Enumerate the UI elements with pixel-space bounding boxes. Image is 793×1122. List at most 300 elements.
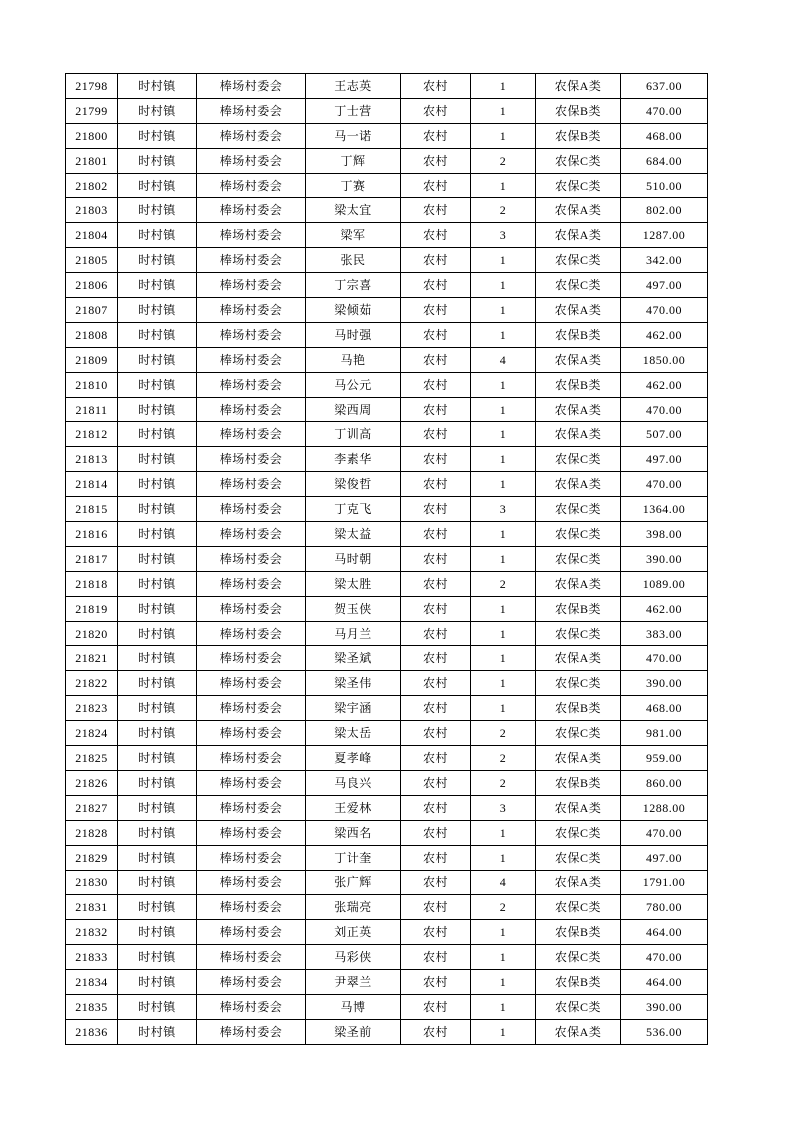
table-cell-amount: 470.00 — [621, 945, 708, 970]
table-cell-category: 农保A类 — [536, 795, 621, 820]
table-cell-type: 农村 — [401, 198, 471, 223]
table-cell-amount: 684.00 — [621, 148, 708, 173]
table-cell-town: 时村镇 — [118, 123, 197, 148]
table-cell-id: 21806 — [66, 273, 118, 298]
table-cell-type: 农村 — [401, 223, 471, 248]
table-cell-village: 棒场村委会 — [197, 770, 306, 795]
table-cell-town: 时村镇 — [118, 223, 197, 248]
table-row — [66, 422, 708, 447]
table-cell-count: 1 — [471, 1019, 536, 1044]
table-row — [66, 148, 708, 173]
table-cell-name: 梁俊哲 — [306, 472, 401, 497]
table-cell-village: 棒场村委会 — [197, 1019, 306, 1044]
table-cell-type: 农村 — [401, 347, 471, 372]
table-body — [66, 74, 708, 1045]
table-cell-id: 21801 — [66, 148, 118, 173]
table-cell-category: 农保A类 — [536, 397, 621, 422]
table-cell-type: 农村 — [401, 820, 471, 845]
table-cell-village: 棒场村委会 — [197, 845, 306, 870]
table-row — [66, 123, 708, 148]
table-row — [66, 845, 708, 870]
table-cell-amount: 497.00 — [621, 447, 708, 472]
table-cell-category: 农保C类 — [536, 820, 621, 845]
table-cell-type: 农村 — [401, 74, 471, 99]
table-cell-town: 时村镇 — [118, 596, 197, 621]
table-row — [66, 721, 708, 746]
table-cell-category: 农保B类 — [536, 920, 621, 945]
table-cell-id: 21818 — [66, 571, 118, 596]
table-cell-name: 马月兰 — [306, 621, 401, 646]
table-cell-town: 时村镇 — [118, 422, 197, 447]
table-cell-count: 1 — [471, 920, 536, 945]
table-cell-count: 1 — [471, 696, 536, 721]
table-cell-amount: 464.00 — [621, 920, 708, 945]
table-cell-name: 王志英 — [306, 74, 401, 99]
table-cell-count: 2 — [471, 895, 536, 920]
table-cell-name: 张广辉 — [306, 870, 401, 895]
table-cell-name: 尹翠兰 — [306, 970, 401, 995]
table-cell-village: 棒场村委会 — [197, 347, 306, 372]
table-cell-village: 棒场村委会 — [197, 522, 306, 547]
table-cell-count: 1 — [471, 621, 536, 646]
table-cell-category: 农保C类 — [536, 945, 621, 970]
table-cell-category: 农保C类 — [536, 148, 621, 173]
table-cell-amount: 510.00 — [621, 173, 708, 198]
table-row — [66, 696, 708, 721]
table-cell-town: 时村镇 — [118, 372, 197, 397]
table-cell-type: 农村 — [401, 447, 471, 472]
table-cell-category: 农保C类 — [536, 497, 621, 522]
table-cell-amount: 470.00 — [621, 397, 708, 422]
table-cell-village: 棒场村委会 — [197, 746, 306, 771]
table-cell-village: 棒场村委会 — [197, 621, 306, 646]
table-cell-type: 农村 — [401, 596, 471, 621]
table-cell-type: 农村 — [401, 994, 471, 1019]
table-cell-type: 农村 — [401, 372, 471, 397]
table-cell-id: 21827 — [66, 795, 118, 820]
table-cell-category: 农保A类 — [536, 646, 621, 671]
table-row — [66, 671, 708, 696]
table-row — [66, 372, 708, 397]
table-cell-town: 时村镇 — [118, 397, 197, 422]
table-cell-id: 21833 — [66, 945, 118, 970]
table-row — [66, 945, 708, 970]
table-cell-amount: 536.00 — [621, 1019, 708, 1044]
table-cell-id: 21820 — [66, 621, 118, 646]
table-row — [66, 621, 708, 646]
table-cell-village: 棒场村委会 — [197, 571, 306, 596]
table-cell-count: 1 — [471, 322, 536, 347]
table-cell-village: 棒场村委会 — [197, 198, 306, 223]
table-cell-count: 4 — [471, 870, 536, 895]
table-cell-category: 农保C类 — [536, 895, 621, 920]
table-cell-amount: 802.00 — [621, 198, 708, 223]
table-cell-name: 丁计奎 — [306, 845, 401, 870]
table-cell-name: 丁宗喜 — [306, 273, 401, 298]
table-row — [66, 646, 708, 671]
table-cell-type: 农村 — [401, 248, 471, 273]
table-cell-type: 农村 — [401, 546, 471, 571]
table-cell-count: 1 — [471, 945, 536, 970]
table-cell-id: 21813 — [66, 447, 118, 472]
table-cell-town: 时村镇 — [118, 870, 197, 895]
table-cell-town: 时村镇 — [118, 522, 197, 547]
table-cell-name: 梁圣伟 — [306, 671, 401, 696]
table-cell-name: 梁太益 — [306, 522, 401, 547]
table-cell-amount: 507.00 — [621, 422, 708, 447]
table-cell-amount: 637.00 — [621, 74, 708, 99]
table-cell-village: 棒场村委会 — [197, 596, 306, 621]
table-cell-id: 21800 — [66, 123, 118, 148]
table-cell-name: 夏孝峰 — [306, 746, 401, 771]
table-cell-amount: 470.00 — [621, 472, 708, 497]
table-cell-id: 21815 — [66, 497, 118, 522]
table-cell-id: 21808 — [66, 322, 118, 347]
table-cell-type: 农村 — [401, 845, 471, 870]
table-cell-amount: 470.00 — [621, 298, 708, 323]
table-cell-name: 梁太岳 — [306, 721, 401, 746]
table-cell-type: 农村 — [401, 173, 471, 198]
table-cell-amount: 497.00 — [621, 845, 708, 870]
table-cell-id: 21835 — [66, 994, 118, 1019]
table-cell-name: 马一诺 — [306, 123, 401, 148]
table-cell-village: 棒场村委会 — [197, 671, 306, 696]
table-cell-amount: 981.00 — [621, 721, 708, 746]
table-cell-town: 时村镇 — [118, 721, 197, 746]
table-cell-id: 21805 — [66, 248, 118, 273]
table-cell-village: 棒场村委会 — [197, 920, 306, 945]
table-cell-village: 棒场村委会 — [197, 646, 306, 671]
table-row — [66, 746, 708, 771]
table-cell-id: 21810 — [66, 372, 118, 397]
table-cell-id: 21826 — [66, 770, 118, 795]
table-cell-category: 农保B类 — [536, 322, 621, 347]
table-cell-count: 1 — [471, 123, 536, 148]
table-cell-town: 时村镇 — [118, 298, 197, 323]
table-cell-name: 贺玉侠 — [306, 596, 401, 621]
table-cell-id: 21812 — [66, 422, 118, 447]
table-cell-type: 农村 — [401, 497, 471, 522]
table-cell-village: 棒场村委会 — [197, 795, 306, 820]
table-cell-village: 棒场村委会 — [197, 372, 306, 397]
table-row — [66, 397, 708, 422]
table-cell-count: 1 — [471, 98, 536, 123]
table-cell-category: 农保C类 — [536, 248, 621, 273]
table-cell-amount: 462.00 — [621, 596, 708, 621]
table-cell-count: 1 — [471, 522, 536, 547]
table-row — [66, 795, 708, 820]
table-cell-count: 1 — [471, 397, 536, 422]
table-cell-category: 农保B类 — [536, 98, 621, 123]
table-cell-town: 时村镇 — [118, 472, 197, 497]
table-cell-id: 21830 — [66, 870, 118, 895]
table-cell-town: 时村镇 — [118, 347, 197, 372]
table-cell-town: 时村镇 — [118, 820, 197, 845]
table-cell-count: 1 — [471, 994, 536, 1019]
table-cell-village: 棒场村委会 — [197, 148, 306, 173]
table-cell-name: 梁宇涵 — [306, 696, 401, 721]
table-cell-name: 马时朝 — [306, 546, 401, 571]
table-cell-category: 农保C类 — [536, 273, 621, 298]
table-cell-town: 时村镇 — [118, 895, 197, 920]
table-cell-village: 棒场村委会 — [197, 223, 306, 248]
table-cell-id: 21823 — [66, 696, 118, 721]
table-cell-town: 时村镇 — [118, 795, 197, 820]
table-cell-village: 棒场村委会 — [197, 422, 306, 447]
table-cell-count: 1 — [471, 845, 536, 870]
table-cell-type: 农村 — [401, 870, 471, 895]
table-cell-type: 农村 — [401, 671, 471, 696]
table-cell-town: 时村镇 — [118, 845, 197, 870]
table-cell-count: 2 — [471, 770, 536, 795]
table-cell-count: 2 — [471, 721, 536, 746]
table-cell-category: 农保C类 — [536, 522, 621, 547]
table-row — [66, 74, 708, 99]
table-cell-name: 丁训高 — [306, 422, 401, 447]
table-cell-count: 1 — [471, 472, 536, 497]
table-cell-id: 21832 — [66, 920, 118, 945]
table-cell-type: 农村 — [401, 970, 471, 995]
table-cell-category: 农保A类 — [536, 198, 621, 223]
table-cell-count: 2 — [471, 148, 536, 173]
table-cell-type: 农村 — [401, 422, 471, 447]
table-cell-amount: 470.00 — [621, 820, 708, 845]
table-cell-type: 农村 — [401, 298, 471, 323]
table-cell-category: 农保A类 — [536, 472, 621, 497]
table-cell-count: 2 — [471, 746, 536, 771]
table-cell-name: 梁圣斌 — [306, 646, 401, 671]
table-cell-count: 1 — [471, 298, 536, 323]
table-cell-name: 梁军 — [306, 223, 401, 248]
table-cell-type: 农村 — [401, 920, 471, 945]
table-cell-name: 马公元 — [306, 372, 401, 397]
table-cell-town: 时村镇 — [118, 970, 197, 995]
table-cell-id: 21836 — [66, 1019, 118, 1044]
table-cell-category: 农保B类 — [536, 123, 621, 148]
table-cell-category: 农保A类 — [536, 298, 621, 323]
table-cell-count: 4 — [471, 347, 536, 372]
table-row — [66, 472, 708, 497]
table-cell-name: 王爱林 — [306, 795, 401, 820]
table-cell-count: 1 — [471, 273, 536, 298]
table-cell-amount: 1364.00 — [621, 497, 708, 522]
table-cell-village: 棒场村委会 — [197, 895, 306, 920]
table-cell-town: 时村镇 — [118, 770, 197, 795]
table-cell-type: 农村 — [401, 98, 471, 123]
table-cell-name: 梁倾茹 — [306, 298, 401, 323]
table-cell-amount: 1089.00 — [621, 571, 708, 596]
table-row — [66, 970, 708, 995]
table-cell-name: 马博 — [306, 994, 401, 1019]
table-cell-category: 农保A类 — [536, 422, 621, 447]
table-cell-village: 棒场村委会 — [197, 123, 306, 148]
table-cell-town: 时村镇 — [118, 571, 197, 596]
table-cell-id: 21814 — [66, 472, 118, 497]
table-cell-amount: 780.00 — [621, 895, 708, 920]
table-cell-count: 1 — [471, 74, 536, 99]
table-cell-count: 1 — [471, 173, 536, 198]
table-cell-category: 农保B类 — [536, 596, 621, 621]
table-cell-town: 时村镇 — [118, 273, 197, 298]
table-cell-id: 21822 — [66, 671, 118, 696]
table-cell-type: 农村 — [401, 646, 471, 671]
table-cell-village: 棒场村委会 — [197, 945, 306, 970]
table-cell-town: 时村镇 — [118, 696, 197, 721]
table-cell-name: 张民 — [306, 248, 401, 273]
table-cell-type: 农村 — [401, 721, 471, 746]
table-cell-count: 1 — [471, 820, 536, 845]
table-row — [66, 322, 708, 347]
table-cell-town: 时村镇 — [118, 746, 197, 771]
table-row — [66, 98, 708, 123]
table-cell-category: 农保A类 — [536, 571, 621, 596]
table-cell-id: 21829 — [66, 845, 118, 870]
table-row — [66, 273, 708, 298]
table-cell-amount: 342.00 — [621, 248, 708, 273]
table-cell-category: 农保C类 — [536, 845, 621, 870]
table-row — [66, 546, 708, 571]
table-cell-count: 1 — [471, 546, 536, 571]
table-cell-type: 农村 — [401, 945, 471, 970]
table-cell-category: 农保A类 — [536, 746, 621, 771]
table-cell-category: 农保C类 — [536, 621, 621, 646]
table-cell-name: 马良兴 — [306, 770, 401, 795]
table-cell-town: 时村镇 — [118, 671, 197, 696]
table-cell-category: 农保C类 — [536, 994, 621, 1019]
table-cell-id: 21798 — [66, 74, 118, 99]
table-cell-count: 3 — [471, 497, 536, 522]
table-cell-amount: 468.00 — [621, 123, 708, 148]
table-row — [66, 596, 708, 621]
table-cell-category: 农保C类 — [536, 173, 621, 198]
table-cell-amount: 390.00 — [621, 671, 708, 696]
table-cell-type: 农村 — [401, 770, 471, 795]
table-cell-category: 农保B类 — [536, 770, 621, 795]
table-cell-id: 21821 — [66, 646, 118, 671]
table-cell-town: 时村镇 — [118, 148, 197, 173]
table-cell-type: 农村 — [401, 522, 471, 547]
table-cell-town: 时村镇 — [118, 447, 197, 472]
table-cell-town: 时村镇 — [118, 621, 197, 646]
table-cell-amount: 390.00 — [621, 546, 708, 571]
table-cell-category: 农保B类 — [536, 372, 621, 397]
table-cell-name: 马时强 — [306, 322, 401, 347]
table-cell-category: 农保B类 — [536, 970, 621, 995]
table-cell-count: 1 — [471, 447, 536, 472]
table-cell-town: 时村镇 — [118, 74, 197, 99]
table-cell-amount: 390.00 — [621, 994, 708, 1019]
table-cell-type: 农村 — [401, 621, 471, 646]
table-row — [66, 198, 708, 223]
table-cell-type: 农村 — [401, 795, 471, 820]
table-cell-name: 丁赛 — [306, 173, 401, 198]
table-cell-name: 刘正英 — [306, 920, 401, 945]
table-cell-type: 农村 — [401, 148, 471, 173]
table-cell-count: 3 — [471, 795, 536, 820]
table-cell-town: 时村镇 — [118, 920, 197, 945]
table-cell-village: 棒场村委会 — [197, 721, 306, 746]
table-cell-village: 棒场村委会 — [197, 74, 306, 99]
table-cell-village: 棒场村委会 — [197, 970, 306, 995]
table-row — [66, 870, 708, 895]
table-cell-town: 时村镇 — [118, 646, 197, 671]
table-cell-id: 21802 — [66, 173, 118, 198]
table-cell-category: 农保C类 — [536, 721, 621, 746]
table-cell-town: 时村镇 — [118, 994, 197, 1019]
table-row — [66, 571, 708, 596]
table-cell-town: 时村镇 — [118, 1019, 197, 1044]
table-cell-type: 农村 — [401, 397, 471, 422]
table-cell-id: 21825 — [66, 746, 118, 771]
table-cell-amount: 383.00 — [621, 621, 708, 646]
table-cell-category: 农保A类 — [536, 347, 621, 372]
table-cell-id: 21819 — [66, 596, 118, 621]
table-cell-type: 农村 — [401, 895, 471, 920]
table-cell-amount: 1850.00 — [621, 347, 708, 372]
table-cell-count: 1 — [471, 422, 536, 447]
table-row — [66, 820, 708, 845]
table-cell-amount: 462.00 — [621, 322, 708, 347]
table-cell-type: 农村 — [401, 472, 471, 497]
table-cell-count: 2 — [471, 571, 536, 596]
table-cell-amount: 1791.00 — [621, 870, 708, 895]
table-cell-id: 21834 — [66, 970, 118, 995]
table-cell-village: 棒场村委会 — [197, 820, 306, 845]
table-cell-amount: 959.00 — [621, 746, 708, 771]
table-cell-category: 农保C类 — [536, 447, 621, 472]
table-row — [66, 1019, 708, 1044]
table-cell-village: 棒场村委会 — [197, 273, 306, 298]
table-row — [66, 173, 708, 198]
table-cell-village: 棒场村委会 — [197, 546, 306, 571]
table-cell-village: 棒场村委会 — [197, 248, 306, 273]
table-row — [66, 497, 708, 522]
table-cell-village: 棒场村委会 — [197, 497, 306, 522]
table-cell-town: 时村镇 — [118, 497, 197, 522]
table-cell-name: 梁圣前 — [306, 1019, 401, 1044]
table-cell-amount: 860.00 — [621, 770, 708, 795]
table-cell-id: 21809 — [66, 347, 118, 372]
table-cell-village: 棒场村委会 — [197, 173, 306, 198]
table-cell-type: 农村 — [401, 322, 471, 347]
table-cell-id: 21804 — [66, 223, 118, 248]
table-cell-name: 梁太胜 — [306, 571, 401, 596]
table-cell-id: 21811 — [66, 397, 118, 422]
table-cell-id: 21799 — [66, 98, 118, 123]
table-cell-town: 时村镇 — [118, 198, 197, 223]
table-cell-amount: 1287.00 — [621, 223, 708, 248]
table-cell-id: 21816 — [66, 522, 118, 547]
table-cell-amount: 464.00 — [621, 970, 708, 995]
table-cell-village: 棒场村委会 — [197, 397, 306, 422]
table-cell-amount: 470.00 — [621, 646, 708, 671]
table-cell-name: 梁西名 — [306, 820, 401, 845]
table-row — [66, 770, 708, 795]
table-cell-category: 农保A类 — [536, 74, 621, 99]
table-cell-category: 农保C类 — [536, 546, 621, 571]
table-cell-town: 时村镇 — [118, 322, 197, 347]
table-cell-type: 农村 — [401, 273, 471, 298]
table-cell-name: 马艳 — [306, 347, 401, 372]
table-cell-id: 21824 — [66, 721, 118, 746]
table-cell-type: 农村 — [401, 1019, 471, 1044]
table-cell-village: 棒场村委会 — [197, 696, 306, 721]
table-row — [66, 447, 708, 472]
table-cell-village: 棒场村委会 — [197, 322, 306, 347]
table-row — [66, 522, 708, 547]
table-cell-type: 农村 — [401, 123, 471, 148]
table-cell-name: 马彩侠 — [306, 945, 401, 970]
